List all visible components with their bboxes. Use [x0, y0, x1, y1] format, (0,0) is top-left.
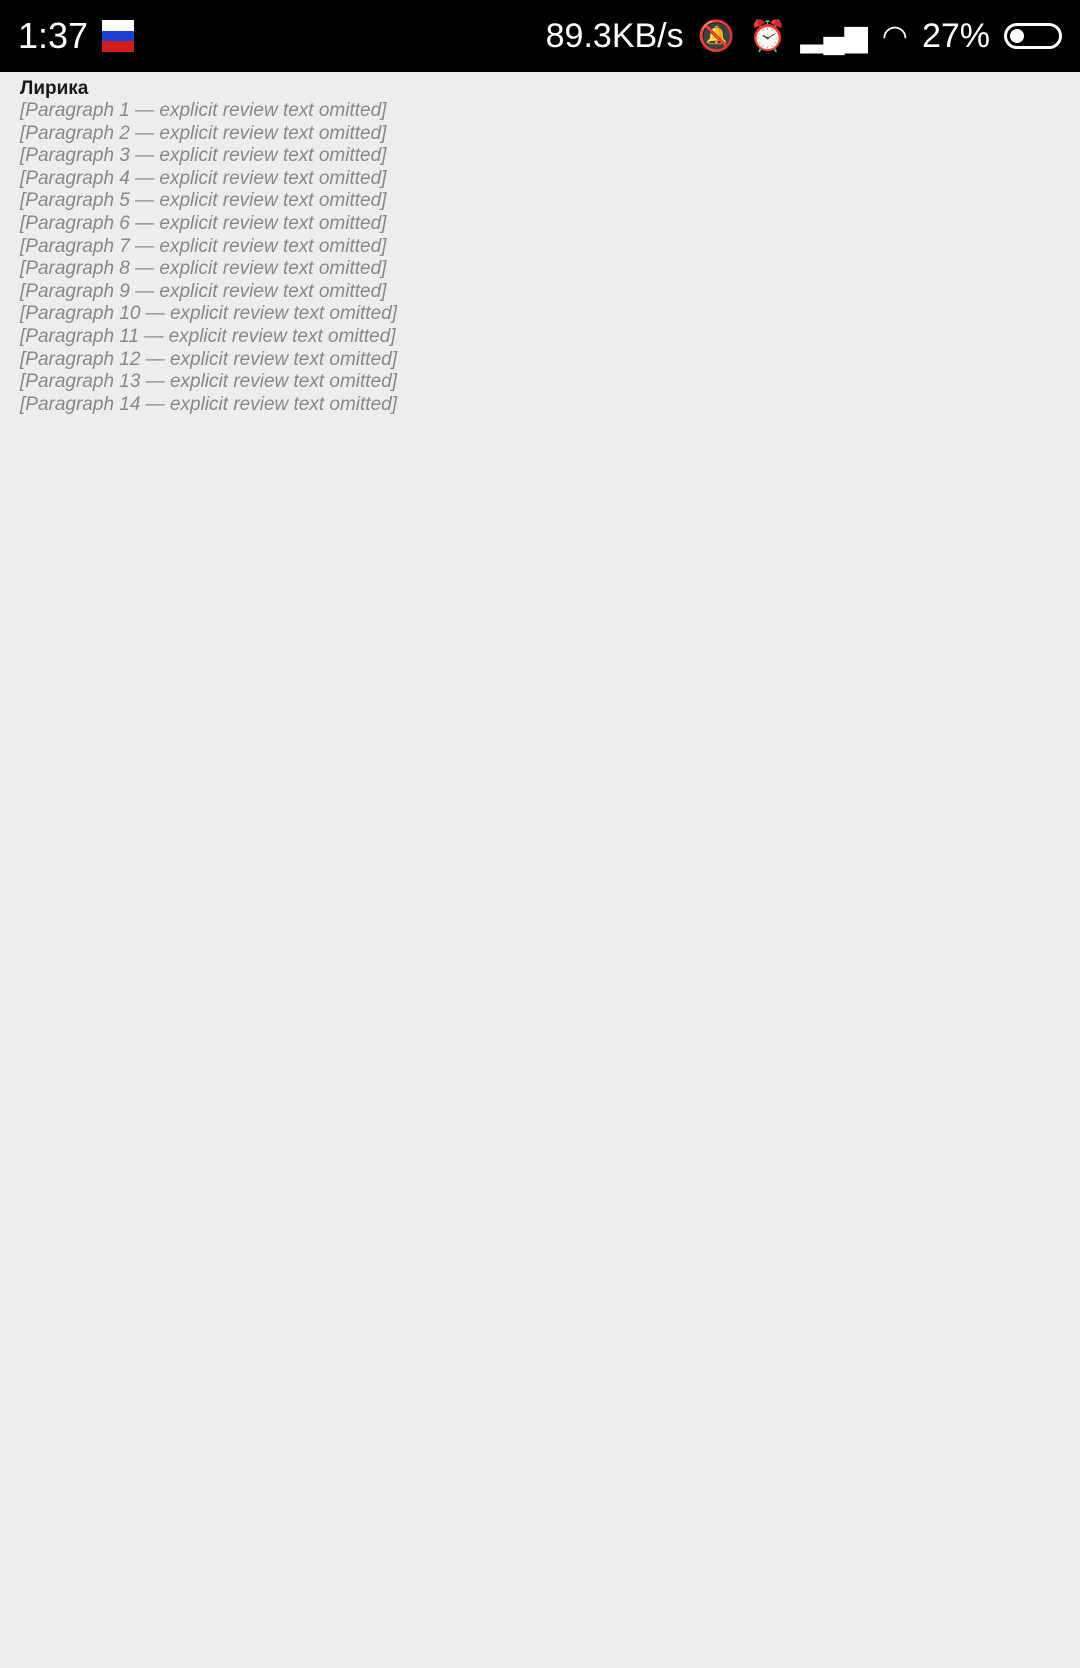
article-paragraph: [Paragraph 10 — explicit review text omitted] — [20, 303, 398, 325]
network-speed: 89.3KB/s — [545, 16, 684, 55]
status-bar — [0, 0, 1080, 72]
alarm-icon: ⏰ — [748, 19, 787, 53]
russia-flag-icon — [102, 20, 134, 52]
mute-bell-icon: 🔕 — [697, 19, 735, 53]
article-paragraph: [Paragraph 4 — explicit review text omitted] — [20, 167, 387, 189]
article-paragraph: [Paragraph 11 — explicit review text omitted] — [20, 325, 396, 347]
article-paragraph: [Paragraph 14 — explicit review text omitted] — [20, 393, 398, 415]
article — [0, 72, 1080, 416]
article-paragraph: [Paragraph 7 — explicit review text omitted] — [20, 235, 387, 257]
article-paragraph: [Paragraph 13 — explicit review text omitted] — [20, 371, 398, 393]
article-body — [20, 100, 1060, 416]
status-left — [18, 15, 134, 57]
status-right — [546, 17, 1062, 56]
clock: 1:37 — [18, 15, 89, 56]
article-paragraph: [Paragraph 5 — explicit review text omitted] — [20, 190, 387, 212]
signal-icon: ▂▄▆ — [800, 19, 868, 53]
article-paragraph: [Paragraph 8 — explicit review text omitted] — [20, 258, 387, 280]
article-paragraph: [Paragraph 1 — explicit review text omitted] — [20, 100, 387, 121]
article-paragraph: [Paragraph 9 — explicit review text omitted] — [20, 280, 387, 302]
article-paragraph: [Paragraph 12 — explicit review text omitted] — [20, 348, 398, 370]
article-heading: Лирика — [20, 78, 89, 99]
battery-percent: 27% — [921, 16, 990, 55]
battery-icon — [1004, 23, 1062, 49]
article-paragraph: [Paragraph 2 — explicit review text omitted] — [20, 122, 387, 144]
article-paragraph: [Paragraph 3 — explicit review text omitted] — [20, 145, 387, 167]
wifi-icon: ◠ — [881, 19, 908, 53]
article-paragraph: [Paragraph 6 — explicit review text omitted] — [20, 212, 387, 234]
battery-fill — [1010, 29, 1024, 43]
